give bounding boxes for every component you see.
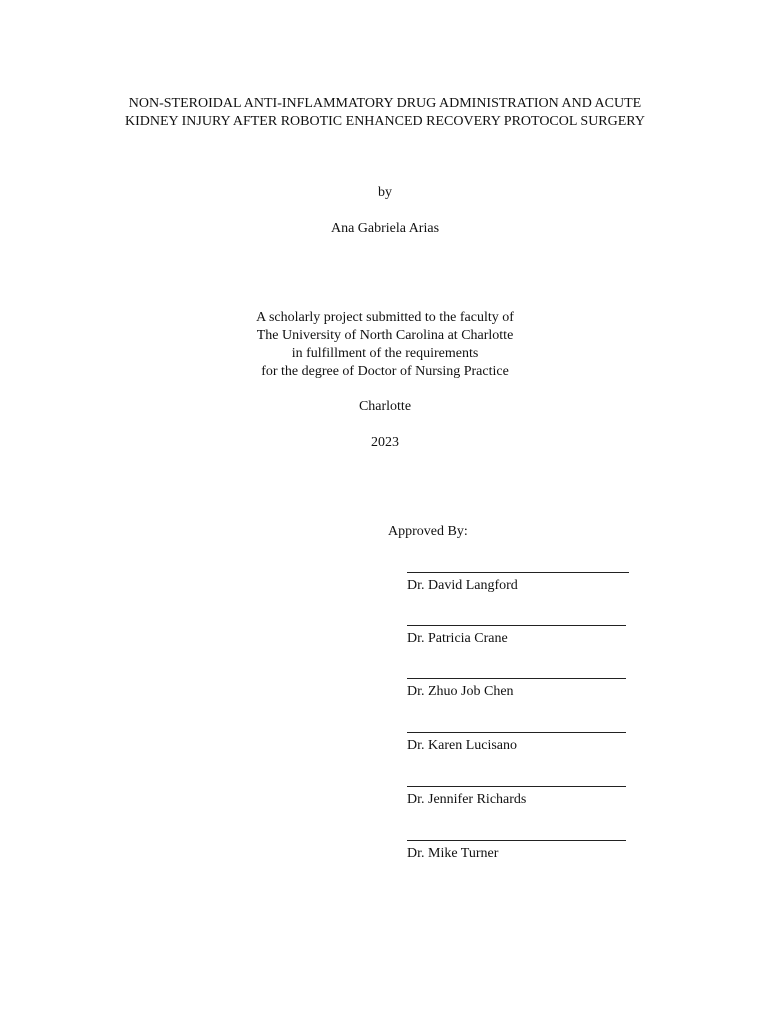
signature-block (407, 732, 629, 772)
signatory-name: Dr. Zhuo Job Chen (407, 684, 514, 699)
signatory-name: Dr. Patricia Crane (407, 631, 508, 646)
signature-line (407, 840, 626, 841)
year: 2023 (371, 435, 399, 450)
signature-block (407, 572, 629, 612)
signature-line (407, 732, 626, 733)
signature-block (407, 678, 629, 718)
signature-line (407, 786, 626, 787)
signature-block (407, 840, 629, 880)
author-name: Ana Gabriela Arias (330, 221, 440, 236)
submission-line-1: A scholarly project submitted to the faculty of (256, 310, 514, 325)
signatory-name: Dr. Mike Turner (407, 846, 499, 861)
title-line-2: KIDNEY INJURY AFTER ROBOTIC ENHANCED RECOVERY PROTOCOL SURGERY (125, 114, 645, 129)
by-label: by (378, 185, 392, 200)
approved-by-label: Approved By: (388, 524, 468, 539)
signatory-name: Dr. Jennifer Richards (407, 792, 527, 807)
title-line-1: NON-STEROIDAL ANTI-INFLAMMATORY DRUG ADMINISTRATION AND ACUTE (128, 96, 642, 111)
submission-line-4: for the degree of Doctor of Nursing Practice (261, 364, 509, 379)
signature-block (407, 625, 629, 665)
signature-line (407, 625, 626, 626)
signatory-name: Dr. David Langford (407, 578, 518, 593)
signature-block (407, 786, 629, 826)
submission-line-3: in fulfillment of the requirements (291, 346, 479, 361)
signature-line (407, 572, 629, 573)
signature-line (407, 678, 626, 679)
location: Charlotte (358, 399, 412, 414)
signatory-name: Dr. Karen Lucisano (407, 738, 518, 753)
submission-line-2: The University of North Carolina at Charlotte (256, 328, 514, 343)
